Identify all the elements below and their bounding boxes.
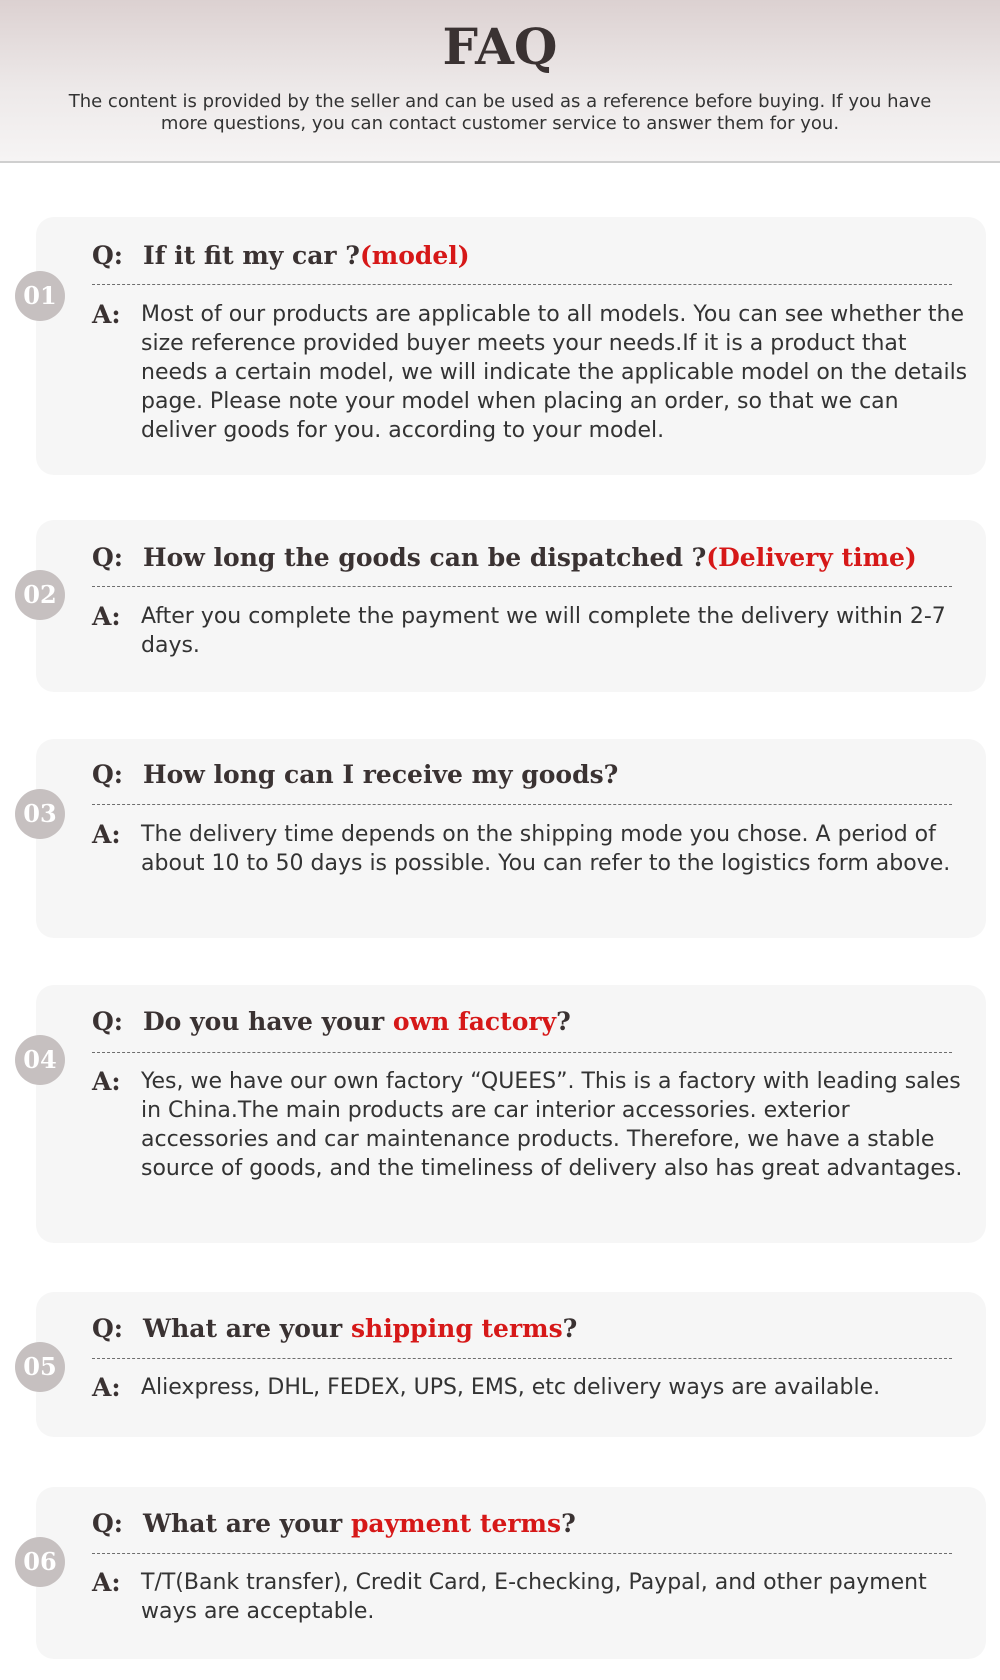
page-title: FAQ (442, 17, 558, 76)
answer-text: The delivery time depends on the shipping mode you chose. A period of about 10 to 50 days is possible. You can refer to the logistics form above. (141, 822, 951, 876)
answer-text: Aliexpress, DHL, FEDEX, UPS, EMS, etc delivery ways are available. (141, 1375, 881, 1400)
question-suffix: ? (556, 1007, 571, 1036)
question-prefix: Q: (92, 1509, 124, 1538)
answer-prefix: A: (92, 1067, 121, 1096)
answer-prefix: A: (92, 300, 121, 329)
question-text: What are your (143, 1509, 351, 1538)
faq-question (92, 1312, 952, 1346)
question-divider (92, 284, 952, 285)
faq-number-badge: 06 (15, 1537, 65, 1587)
question-suffix: ? (562, 1314, 578, 1343)
faq-question (92, 1005, 952, 1039)
answer-prefix: A: (92, 1568, 121, 1597)
question-divider (92, 1358, 952, 1359)
faq-card-01 (23, 217, 986, 475)
question-prefix: Q: (92, 241, 124, 270)
question-text: How long can I receive my goods? (143, 760, 619, 789)
answer-prefix: A: (92, 820, 121, 849)
faq-card-06 (23, 1487, 986, 1659)
question-highlight: (model) (359, 241, 470, 270)
faq-number-badge: 02 (15, 570, 65, 620)
answer-prefix: A: (92, 602, 121, 631)
question-text: Do you have your (143, 1007, 393, 1036)
question-text: If it fit my car ? (143, 241, 360, 270)
faq-number-badge: 01 (15, 271, 65, 321)
answer-text: T/T(Bank transfer), Credit Card, E-checking, Paypal, and other payment ways are acceptable. (141, 1570, 927, 1624)
question-divider (92, 804, 952, 805)
page-subtitle: The content is provided by the seller and can be used as a reference before buying. If you have more questions, you can contact customer service to answer them for you. (68, 91, 932, 134)
faq-header (0, 0, 1000, 163)
question-highlight: shipping terms (350, 1314, 563, 1343)
question-prefix: Q: (92, 1007, 124, 1036)
question-text: What are your (143, 1314, 351, 1343)
faq-question (92, 758, 952, 792)
faq-card-02 (23, 520, 986, 692)
question-prefix: Q: (92, 760, 124, 789)
question-text: How long the goods can be dispatched ? (143, 543, 707, 572)
faq-card-05 (23, 1292, 986, 1437)
question-divider (92, 586, 952, 587)
answer-text: After you complete the payment we will complete the delivery within 2-7 days. (141, 604, 946, 658)
question-prefix: Q: (92, 543, 124, 572)
faq-question (92, 1507, 952, 1541)
faq-question (92, 239, 952, 273)
question-divider (92, 1052, 952, 1053)
answer-text: Yes, we have our own factory “QUEES”. This is a factory with leading sales in China.The main products are car interior accessories. exterior accessories and car maintenance products. Therefore, we have a stable source of goods, and the timeliness of delivery also has great advantages. (141, 1069, 963, 1181)
question-highlight: (Delivery time) (706, 543, 917, 572)
question-divider (92, 1553, 952, 1554)
faq-card-03 (23, 739, 986, 938)
faq-number-badge: 04 (15, 1035, 65, 1085)
question-highlight: payment terms (350, 1509, 562, 1538)
faq-question (92, 541, 952, 575)
faq-card-04 (23, 985, 986, 1243)
question-highlight: own factory (392, 1007, 557, 1036)
faq-number-badge: 03 (15, 789, 65, 839)
answer-prefix: A: (92, 1373, 121, 1402)
question-suffix: ? (561, 1509, 576, 1538)
faq-number-badge: 05 (15, 1342, 65, 1392)
answer-text: Most of our products are applicable to all models. You can see whether the size reference provided buyer meets your needs.If it is a product that needs a certain model, we will indicate the applicable model on the details page. Please note your model when placing an order, so that we can deliver goods for you. according to your model. (141, 302, 968, 443)
question-prefix: Q: (92, 1314, 124, 1343)
